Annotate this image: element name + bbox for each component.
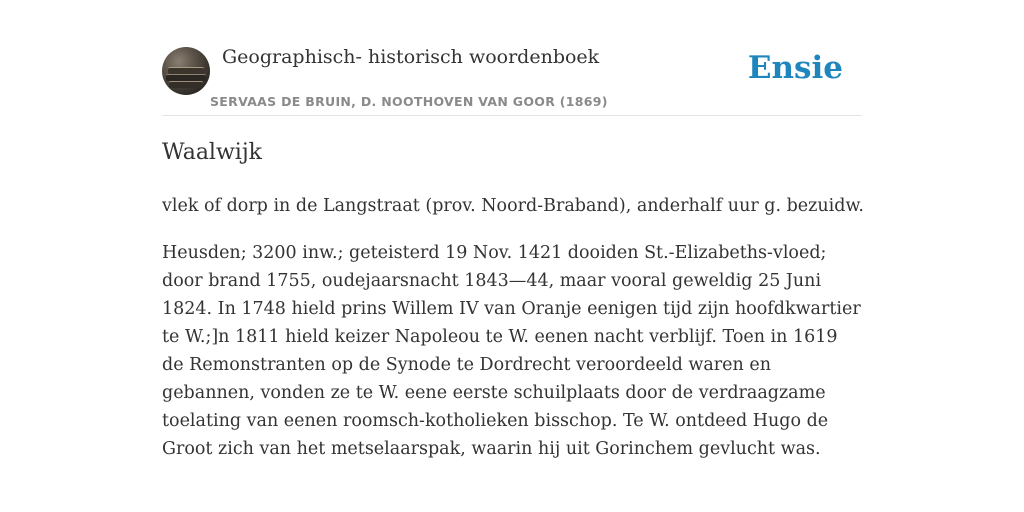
ensie-logo[interactable]: Ensie: [747, 50, 843, 86]
entry-page: [162, 0, 862, 512]
entry-paragraph: vlek of dorp in de Langstraat (prov. Noord-Braband), anderhalf uur g. bezuidw.: [162, 196, 864, 216]
entry-paragraph: Heusden; 3200 inw.; geteisterd 19 Nov. 1421 dooiden St.-Elizabeths-vloed; door brand 1755, oudejaarsnacht 1843—44, maar vooral geweldig 25 Juni 1824. In 1748 hield prins Willem IV van Oranje eenigen tijd zijn hoofdkwartier te W.;]n 1811 hield keizer Napoleou te W. eenen nacht verblijf. Toen in 1619 de Remonstranten op de Synode te Dordrecht veroordeeld waren en gebannen, vonden ze te W. eene eerste schuilplaats door de verdraagzame toelating van eenen roomsch-kotholieken bisschop. Te W. ontdeed Hugo de Groot zich van het metselaarspak, waarin hij uit Gorinchem gevlucht was.: [162, 243, 861, 459]
entry-title: Waalwijk: [162, 140, 262, 165]
book-title[interactable]: Geographisch- historisch woordenboek: [222, 46, 600, 68]
book-stack-icon[interactable]: [162, 47, 210, 95]
book-header: [162, 0, 862, 116]
book-authors: SERVAAS DE BRUIN, D. NOOTHOVEN VAN GOOR (1869): [210, 94, 608, 109]
